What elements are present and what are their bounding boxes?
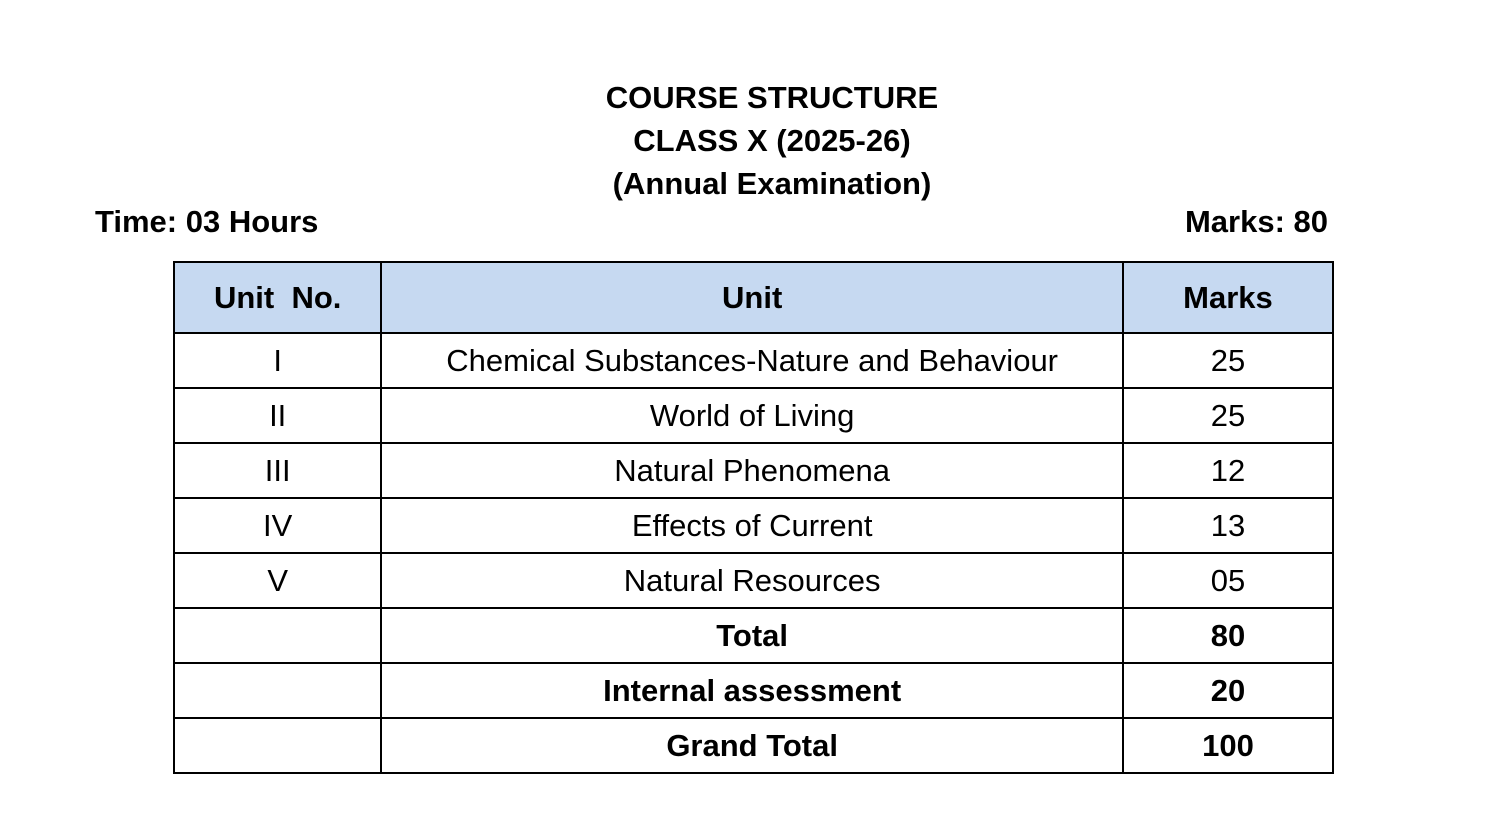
unit-number-cell: III [174,443,381,498]
grand-total-row [174,718,1333,773]
grand-total-marks: 100 [1123,718,1333,773]
grand-total-label: Grand Total [381,718,1123,773]
unit-marks-cell: 13 [1123,498,1333,553]
table-row [174,388,1333,443]
time-label: Time: 03 Hours [95,204,319,239]
table-row [174,498,1333,553]
table-row [174,553,1333,608]
empty-cell [174,608,381,663]
unit-marks-cell: 12 [1123,443,1333,498]
unit-number-cell: I [174,333,381,388]
title-line-examination: (Annual Examination) [612,166,932,201]
internal-assessment-row [174,663,1333,718]
total-label: Total [381,608,1123,663]
total-row [174,608,1333,663]
unit-marks-cell: 05 [1123,553,1333,608]
column-header-unit: Unit [381,262,1123,333]
total-marks: 80 [1123,608,1333,663]
unit-marks-cell: 25 [1123,333,1333,388]
column-header-marks: Marks [1123,262,1333,333]
empty-cell [174,718,381,773]
empty-cell [174,663,381,718]
title-line-class: CLASS X (2025-26) [633,123,911,158]
unit-number-cell: II [174,388,381,443]
internal-assessment-marks: 20 [1123,663,1333,718]
unit-number-cell: IV [174,498,381,553]
unit-name-cell: Natural Phenomena [381,443,1123,498]
document-title [0,76,1494,205]
table-header-row [174,262,1333,333]
unit-name-cell: Natural Resources [381,553,1123,608]
title-line-course-structure: COURSE STRUCTURE [605,80,939,115]
course-structure-table [173,261,1334,774]
internal-assessment-label: Internal assessment [381,663,1123,718]
unit-name-cell: World of Living [381,388,1123,443]
column-header-unit-no: Unit No. [174,262,381,333]
unit-name-cell: Effects of Current [381,498,1123,553]
table-row [174,443,1333,498]
unit-name-cell: Chemical Substances-Nature and Behaviour [381,333,1123,388]
marks-label: Marks: 80 [1184,204,1328,239]
unit-marks-cell: 25 [1123,388,1333,443]
unit-number-cell: V [174,553,381,608]
table-row [174,333,1333,388]
